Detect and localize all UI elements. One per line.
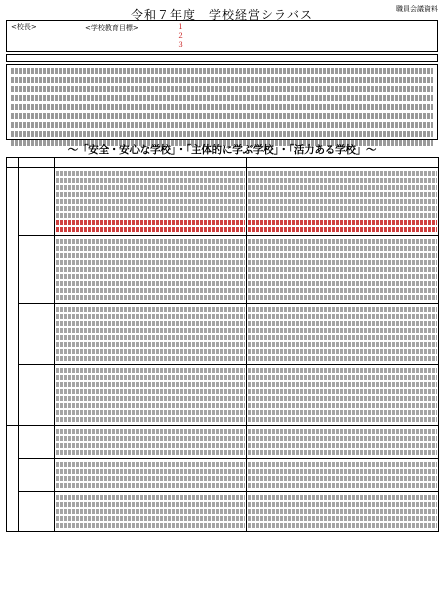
school-goal-label: <学校教育目標> xyxy=(85,24,139,32)
text-line xyxy=(56,403,245,408)
syllabus-page xyxy=(6,4,438,612)
col-header-goal xyxy=(55,158,247,168)
text-line xyxy=(248,171,437,176)
goal-cell xyxy=(55,236,247,304)
text-line xyxy=(56,396,245,401)
text-line xyxy=(56,274,245,279)
col-header-eval xyxy=(247,158,439,168)
goal-cell xyxy=(55,426,247,459)
category-cell xyxy=(19,236,55,304)
text-line xyxy=(248,260,437,265)
text-line xyxy=(248,328,437,333)
goal-cell xyxy=(55,304,247,365)
text-line xyxy=(248,417,437,422)
text-line xyxy=(248,342,437,347)
text-line xyxy=(248,495,437,500)
text-line xyxy=(56,429,245,434)
text-line xyxy=(56,199,245,204)
goal-cell xyxy=(55,168,247,236)
text-line xyxy=(56,335,245,340)
text-line xyxy=(248,356,437,361)
text-line xyxy=(248,403,437,408)
table-row xyxy=(7,426,439,459)
category-cell xyxy=(19,304,55,365)
text-line xyxy=(248,502,437,507)
text-line xyxy=(248,253,437,258)
text-line xyxy=(56,220,245,225)
page-title: 令和７年度 学校経営シラバス xyxy=(130,8,313,22)
text-line xyxy=(56,483,245,488)
text-line xyxy=(56,443,245,448)
text-line xyxy=(248,227,437,232)
text-line xyxy=(56,328,245,333)
eval-cell xyxy=(247,492,439,532)
text-line xyxy=(56,288,245,293)
text-line xyxy=(56,321,245,326)
text-line xyxy=(248,213,437,218)
area-cell xyxy=(7,426,19,532)
syllabus-table xyxy=(6,157,439,532)
ideal-student-bar xyxy=(6,54,438,62)
principal-label: <校長> xyxy=(11,23,37,31)
text-line xyxy=(56,495,245,500)
ideal-student-text xyxy=(6,64,438,140)
text-line xyxy=(248,509,437,514)
text-line xyxy=(248,389,437,394)
text-line xyxy=(248,246,437,251)
text-line xyxy=(248,185,437,190)
table-row xyxy=(7,492,439,532)
eval-cell xyxy=(247,459,439,492)
text-line xyxy=(248,239,437,244)
header-box xyxy=(6,20,438,52)
area-cell xyxy=(7,168,19,426)
conference-label: 職員会議資料 xyxy=(396,5,438,13)
goal-number: １ xyxy=(177,23,184,31)
text-line xyxy=(248,281,437,286)
school-goal-2 xyxy=(177,32,187,41)
text-line xyxy=(56,178,245,183)
text-line xyxy=(248,396,437,401)
category-cell xyxy=(19,426,55,459)
school-goal-3 xyxy=(177,41,187,50)
col-header-target xyxy=(19,158,55,168)
text-line xyxy=(248,274,437,279)
text-line xyxy=(248,523,437,528)
category-cell xyxy=(19,168,55,236)
text-line xyxy=(248,295,437,300)
eval-cell xyxy=(247,236,439,304)
text-line xyxy=(248,206,437,211)
eval-cell xyxy=(247,365,439,426)
text-line xyxy=(56,349,245,354)
school-goal-1 xyxy=(177,23,187,32)
text-line xyxy=(56,375,245,380)
text-line xyxy=(56,295,245,300)
text-line xyxy=(56,502,245,507)
goal-number: ２ xyxy=(177,32,184,40)
text-line xyxy=(56,307,245,312)
text-line xyxy=(248,314,437,319)
text-line xyxy=(56,171,245,176)
text-line xyxy=(56,382,245,387)
text-line xyxy=(248,307,437,312)
text-line xyxy=(248,199,437,204)
text-line xyxy=(248,476,437,481)
text-line xyxy=(56,342,245,347)
eval-cell xyxy=(247,426,439,459)
text-line xyxy=(248,483,437,488)
text-line xyxy=(248,349,437,354)
text-line xyxy=(56,523,245,528)
text-line xyxy=(248,178,437,183)
text-line xyxy=(56,462,245,467)
text-line xyxy=(248,436,437,441)
eval-cell xyxy=(247,168,439,236)
text-line xyxy=(248,516,437,521)
table-row xyxy=(7,365,439,426)
text-line xyxy=(56,267,245,272)
table-header-row xyxy=(7,158,439,168)
school-slogan: 〜「安全・安心な学校」・「主体的に学ぶ学校」・「活力ある学校」〜 xyxy=(67,144,377,156)
col-header-area xyxy=(7,158,19,168)
text-line xyxy=(56,260,245,265)
text-line xyxy=(56,246,245,251)
text-line xyxy=(56,509,245,514)
text-line xyxy=(248,469,437,474)
category-cell xyxy=(19,492,55,532)
principal-block xyxy=(11,23,37,32)
text-line xyxy=(248,450,437,455)
table-row xyxy=(7,168,439,236)
text-line xyxy=(56,389,245,394)
text-line xyxy=(248,321,437,326)
text-line xyxy=(56,368,245,373)
text-line xyxy=(248,220,437,225)
table-row xyxy=(7,236,439,304)
text-line xyxy=(248,288,437,293)
text-line xyxy=(248,429,437,434)
text-line xyxy=(248,443,437,448)
goal-cell xyxy=(55,459,247,492)
text-line xyxy=(56,213,245,218)
text-line xyxy=(248,335,437,340)
text-line xyxy=(248,382,437,387)
table-row xyxy=(7,304,439,365)
text-line xyxy=(56,469,245,474)
text-line xyxy=(248,410,437,415)
goal-cell xyxy=(55,492,247,532)
text-line xyxy=(248,462,437,467)
text-line xyxy=(56,253,245,258)
text-line xyxy=(56,516,245,521)
text-line xyxy=(56,410,245,415)
table-row xyxy=(7,459,439,492)
text-line xyxy=(56,192,245,197)
goal-number: ３ xyxy=(177,41,184,49)
text-line xyxy=(56,227,245,232)
text-line xyxy=(248,267,437,272)
text-line xyxy=(56,417,245,422)
text-line xyxy=(56,436,245,441)
text-line xyxy=(248,192,437,197)
goal-cell xyxy=(55,365,247,426)
school-goals xyxy=(177,23,187,50)
text-line xyxy=(56,281,245,286)
category-cell xyxy=(19,365,55,426)
text-line xyxy=(56,476,245,481)
text-line xyxy=(56,206,245,211)
text-line xyxy=(56,314,245,319)
text-line xyxy=(248,375,437,380)
text-line xyxy=(56,185,245,190)
text-line xyxy=(56,239,245,244)
text-line xyxy=(56,450,245,455)
text-line xyxy=(248,368,437,373)
text-line xyxy=(56,356,245,361)
category-cell xyxy=(19,459,55,492)
eval-cell xyxy=(247,304,439,365)
